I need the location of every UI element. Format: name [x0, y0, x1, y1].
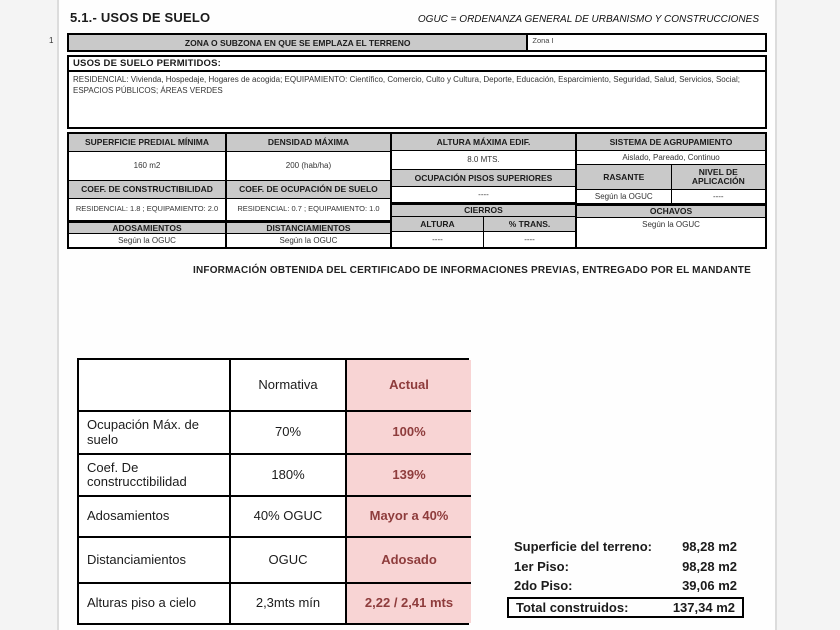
- cmp-row-normativa: 70%: [231, 412, 347, 455]
- header-coef-ocupacion-suelo: COEF. DE OCUPACIÓN DE SUELO: [227, 181, 390, 199]
- grid-col-agrupamiento: [577, 134, 765, 247]
- cmp-row-label: Ocupación Máx. de suelo: [79, 412, 231, 455]
- cmp-row-normativa: 40% OGUC: [231, 497, 347, 538]
- source-note: INFORMACIÓN OBTENIDA DEL CERTIFICADO DE INFORMACIONES PREVIAS, ENTREGADO POR EL MANDANTE: [193, 265, 751, 276]
- row-number-marker: 1: [49, 36, 54, 45]
- header-rasante: RASANTE: [577, 165, 671, 189]
- value-ochavos: Según la OGUC: [642, 220, 700, 229]
- cmp-row-actual: 139%: [347, 455, 471, 497]
- header-ochavos: OCHAVOS: [577, 204, 765, 218]
- summary-total-box: [507, 597, 744, 618]
- value-cierros-altura: ----: [392, 232, 484, 247]
- header-nivel-aplicacion: NIVEL DE APLICACIÓN: [672, 165, 765, 189]
- header-distanciamientos: DISTANCIAMIENTOS: [227, 221, 390, 234]
- grid-col-superficie: [69, 134, 227, 247]
- cmp-header-empty: [79, 360, 231, 412]
- document-page: [49, 0, 777, 630]
- comparison-table: [77, 358, 469, 625]
- header-superficie-predial-minima: SUPERFICIE PREDIAL MÍNIMA: [69, 134, 225, 152]
- value-coef-constructibilidad: RESIDENCIAL: 1.8 ; EQUIPAMIENTO: 2.0: [69, 199, 225, 221]
- value-altura-maxima-edif: 8.0 MTS.: [392, 151, 575, 170]
- zona-label: ZONA O SUBZONA EN QUE SE EMPLAZA EL TERRENO: [69, 35, 528, 50]
- cmp-row-label: Distanciamientos: [79, 538, 231, 584]
- zona-value: Zona I: [532, 36, 554, 45]
- summary-row: [507, 576, 744, 596]
- value-sistema-agrupamiento: Aislado, Pareado, Continuo: [577, 151, 765, 165]
- cmp-row-actual: Mayor a 40%: [347, 497, 471, 538]
- summary-value: 39,06 m2: [682, 578, 737, 593]
- header-sistema-agrupamiento: SISTEMA DE AGRUPAMIENTO: [577, 134, 765, 151]
- header-cierros-trans: % TRANS.: [484, 217, 575, 231]
- cmp-row-label: Alturas piso a cielo: [79, 584, 231, 623]
- value-rasante: Según la OGUC: [577, 190, 671, 203]
- summary-row: [507, 557, 744, 577]
- summary-value: 98,28 m2: [682, 539, 737, 554]
- header-altura-maxima-edif: ALTURA MÁXIMA EDIF.: [392, 134, 575, 151]
- content-area: [59, 33, 775, 276]
- header-ocupacion-pisos-superiores: OCUPACIÓN PISOS SUPERIORES: [392, 170, 575, 187]
- value-ocupacion-pisos-superiores: ----: [392, 187, 575, 203]
- cmp-row-normativa: 180%: [231, 455, 347, 497]
- value-nivel-aplicacion: ----: [712, 191, 724, 201]
- value-distanciamientos: Según la OGUC: [279, 235, 338, 245]
- summary-label: Superficie del terreno:: [514, 539, 652, 554]
- usos-permitidos-box: [67, 55, 767, 129]
- header-cierros: CIERROS: [392, 203, 575, 217]
- grid-col-densidad: [227, 134, 392, 247]
- cmp-header-actual: Actual: [347, 360, 471, 412]
- cierros-subheaders: [392, 217, 575, 232]
- grid-col-altura: [392, 134, 577, 247]
- summary-block: [507, 537, 744, 618]
- usos-permitidos-header: USOS DE SUELO PERMITIDOS:: [69, 57, 765, 72]
- oguc-legend: OGUC = ORDENANZA GENERAL DE URBANISMO Y CONSTRUCCIONES: [417, 14, 759, 25]
- summary-total-label: Total construidos:: [516, 599, 629, 615]
- cmp-row-actual: Adosado: [347, 538, 471, 584]
- cmp-row-normativa: OGUC: [231, 538, 347, 584]
- rasante-subheaders: [577, 165, 765, 190]
- header-densidad-maxima: DENSIDAD MÁXIMA: [227, 134, 390, 152]
- cmp-header-normativa: Normativa: [231, 360, 347, 412]
- header-cierros-altura: ALTURA: [392, 217, 484, 231]
- value-densidad-maxima: 200 (hab/ha): [227, 152, 390, 181]
- rasante-values: [577, 190, 765, 204]
- section-title: 5.1.- USOS DE SUELO: [70, 10, 211, 25]
- cmp-row-actual: 2,22 / 2,41 mts: [347, 584, 471, 623]
- header-coef-constructibilidad: COEF. DE CONSTRUCTIBILIDAD: [69, 181, 225, 199]
- normativa-grid: [67, 132, 767, 249]
- zona-row: [67, 33, 767, 52]
- title-bar: [59, 0, 775, 25]
- cmp-row-normativa: 2,3mts mín: [231, 584, 347, 623]
- summary-row: [507, 537, 744, 557]
- summary-label: 2do Piso:: [514, 578, 573, 593]
- value-coef-ocupacion-suelo: RESIDENCIAL: 0.7 ; EQUIPAMIENTO: 1.0: [227, 199, 390, 221]
- cierros-values: [392, 232, 575, 247]
- summary-label: 1er Piso:: [514, 558, 569, 574]
- cmp-row-actual: 100%: [347, 412, 471, 455]
- cmp-row-label: Coef. De construcctibilidad: [79, 455, 231, 497]
- value-cierros-trans: ----: [524, 234, 535, 244]
- value-adosamientos: Según la OGUC: [118, 235, 176, 245]
- header-adosamientos: ADOSAMIENTOS: [69, 221, 225, 234]
- value-superficie-predial-minima: 160 m2: [69, 152, 225, 181]
- summary-value: 98,28 m2: [682, 558, 737, 574]
- usos-permitidos-body: RESIDENCIAL: Vivienda, Hospedaje, Hogares de acogida; EQUIPAMIENTO: Científico, Comercio, Culto y Cultura, Deporte, Educación, Esparcimiento, Seguridad, Salud, Servicios, Social; ESPACIOS PÚBLICOS; ÁREAS VERDES: [73, 75, 740, 95]
- cmp-row-label: Adosamientos: [79, 497, 231, 538]
- summary-total-value: 137,34 m2: [672, 599, 735, 615]
